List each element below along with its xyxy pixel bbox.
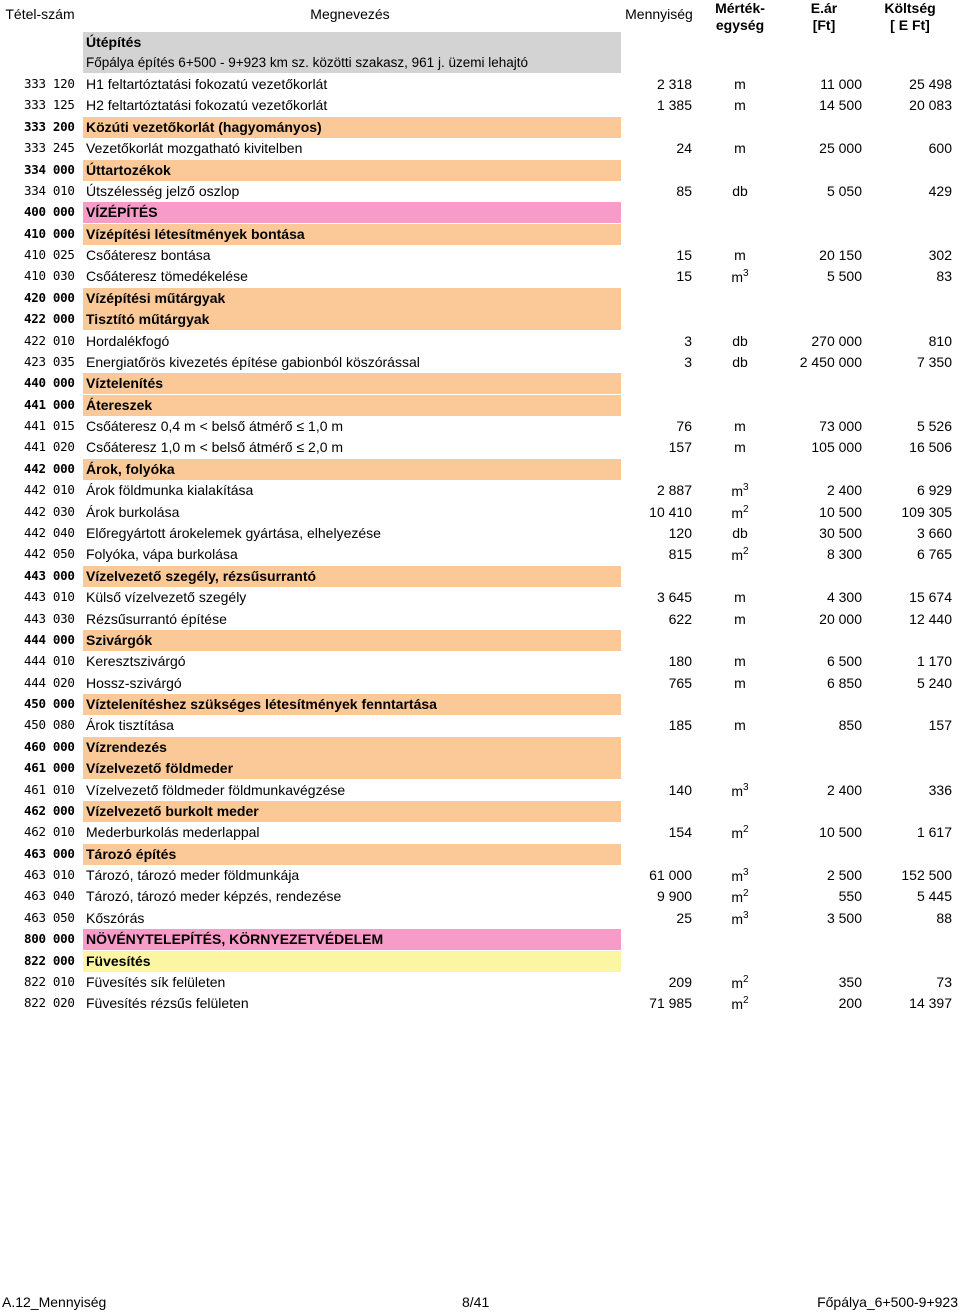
table-row xyxy=(0,160,960,181)
item-cost: 152 500 xyxy=(901,867,952,884)
header-unit-line1: Mérték- xyxy=(715,0,765,16)
item-name: Tározó, tározó meder képzés, rendezése xyxy=(86,888,342,905)
unit-text: db xyxy=(732,332,748,349)
header-name: Megnevezés xyxy=(310,6,390,22)
item-qty: 10 410 xyxy=(649,503,692,520)
table-row xyxy=(0,459,960,480)
item-cost: 810 xyxy=(928,332,952,349)
item-name: Közúti vezetőkorlát (hagyományos) xyxy=(83,117,621,138)
item-qty: 120 xyxy=(668,524,692,541)
table-row xyxy=(0,609,960,630)
unit-exponent: 2 xyxy=(743,888,749,900)
table-row xyxy=(0,865,960,886)
item-qty: 2 887 xyxy=(656,482,692,499)
item-code: 333 120 xyxy=(24,76,75,91)
item-code: 462 000 xyxy=(24,802,75,818)
item-name: Füvesítés sík felületen xyxy=(86,973,226,990)
item-code: 441 020 xyxy=(24,439,75,455)
item-code: 444 010 xyxy=(24,653,75,669)
item-unit-price: 3 500 xyxy=(826,909,862,926)
item-name: Tározó építés xyxy=(83,844,621,865)
unit-text: m xyxy=(734,439,746,456)
header-qty: Mennyiség xyxy=(625,6,693,22)
item-code: 333 125 xyxy=(24,97,75,113)
item-unit-price: 6 500 xyxy=(826,653,862,670)
table-row xyxy=(0,373,960,394)
item-code: 440 000 xyxy=(24,375,75,391)
item-unit xyxy=(704,439,776,455)
item-name: Mederburkolás mederlappal xyxy=(86,824,260,841)
table-row xyxy=(0,673,960,694)
item-unit-price: 10 500 xyxy=(819,503,862,520)
item-name: Kőszórás xyxy=(86,909,145,926)
item-code: 443 010 xyxy=(24,589,75,605)
header-unit-line2: egység xyxy=(715,17,765,33)
unit-text: m xyxy=(734,418,746,435)
item-cost: 600 xyxy=(928,140,952,157)
item-name: Tisztító műtárgyak xyxy=(83,309,621,330)
item-qty: 140 xyxy=(668,781,692,798)
item-code: 463 040 xyxy=(24,888,75,904)
item-unit xyxy=(704,717,776,733)
table-row xyxy=(0,95,960,116)
item-code: 441 000 xyxy=(24,396,75,412)
item-qty: 71 985 xyxy=(649,995,692,1012)
table-row xyxy=(0,694,960,715)
item-name: Energiatőrös kivezetés építése gabionból köszórással xyxy=(86,353,420,370)
item-unit-price: 350 xyxy=(838,973,862,990)
unit-text: db xyxy=(732,182,748,199)
item-cost: 3 660 xyxy=(916,524,952,541)
item-name: Árok tisztítása xyxy=(86,717,174,734)
item-unit-price: 20 150 xyxy=(819,247,862,264)
unit-text: db xyxy=(732,524,748,541)
item-code: 460 000 xyxy=(24,738,75,754)
unit-exponent: 2 xyxy=(743,973,749,985)
item-code: 422 010 xyxy=(24,332,75,348)
item-unit-price: 850 xyxy=(838,717,862,734)
item-unit-price: 8 300 xyxy=(826,546,862,563)
unit-text: m xyxy=(734,76,746,92)
item-unit xyxy=(704,589,776,605)
item-unit-price: 105 000 xyxy=(811,439,862,456)
item-name: Vezetőkorlát mozgatható kivitelben xyxy=(86,140,303,157)
item-cost: 302 xyxy=(928,247,952,264)
unit-text: m xyxy=(731,504,744,521)
unit-exponent: 3 xyxy=(743,909,749,921)
item-name: Vízelvezető földmeder xyxy=(83,758,621,779)
item-name: Tározó, tározó meder földmunkája xyxy=(86,867,300,884)
item-unit-price: 6 850 xyxy=(826,674,862,691)
item-name: Víztelenítéshez szükséges létesítmények fenntartása xyxy=(83,694,621,715)
item-qty: 15 xyxy=(676,268,692,285)
item-code: 442 030 xyxy=(24,503,75,519)
table-row xyxy=(0,951,960,972)
unit-text: m xyxy=(734,140,746,157)
item-unit-price: 14 500 xyxy=(819,97,862,114)
unit-exponent: 2 xyxy=(743,546,749,558)
table-row xyxy=(0,758,960,779)
item-qty: 15 xyxy=(676,247,692,264)
item-name: Árok burkolása xyxy=(86,503,180,520)
item-code: 822 000 xyxy=(24,952,75,968)
unit-text: m xyxy=(731,483,744,500)
item-unit xyxy=(704,653,776,669)
section-subtitle: Főpálya építés 6+500 - 9+923 km sz. közötti szakasz, 961 j. üzemi lehajtó xyxy=(86,55,528,70)
item-cost: 20 083 xyxy=(909,97,952,114)
table-row xyxy=(0,544,960,565)
table-row xyxy=(0,908,960,929)
item-name: Vízelvezető szegély, rézsűsurrantó xyxy=(83,566,621,587)
item-code: 334 010 xyxy=(24,182,75,198)
item-qty: 2 318 xyxy=(656,76,692,92)
item-unit xyxy=(704,782,776,799)
item-unit-price: 5 050 xyxy=(826,182,862,199)
unit-text: m xyxy=(734,97,746,114)
unit-exponent: 3 xyxy=(743,781,749,793)
item-unit-price: 200 xyxy=(838,995,862,1012)
header-cost-line2: [ E Ft] xyxy=(890,17,930,33)
header-code: Tétel-szám xyxy=(5,6,75,22)
item-unit-price: 25 000 xyxy=(819,140,862,157)
table-row xyxy=(0,266,960,287)
item-name: Előregyártott árokelemek gyártása, elhelyezése xyxy=(86,524,381,541)
unit-exponent: 2 xyxy=(743,503,749,515)
item-name: Vízépítési műtárgyak xyxy=(83,288,621,309)
footer-page-number: 8/41 xyxy=(462,1294,490,1310)
item-code: 463 050 xyxy=(24,909,75,925)
item-name: Hordalékfogó xyxy=(86,332,170,349)
item-unit-price: 550 xyxy=(838,888,862,905)
item-name: Folyóka, vápa burkolása xyxy=(86,546,238,563)
item-name: Árok földmunka kialakítása xyxy=(86,482,254,499)
item-code: 450 080 xyxy=(24,717,75,733)
page-footer xyxy=(0,1294,960,1314)
table-row xyxy=(0,886,960,907)
item-name: H2 feltartóztatási fokozatú vezetőkorlát xyxy=(86,97,328,114)
item-unit xyxy=(704,354,776,370)
table-row xyxy=(0,715,960,736)
item-cost: 16 506 xyxy=(909,439,952,456)
item-unit xyxy=(704,140,776,156)
item-name: NÖVÉNYTELEPÍTÉS, KÖRNYEZETVÉDELEM xyxy=(83,929,621,950)
table-row xyxy=(0,437,960,458)
table-row xyxy=(0,245,960,266)
item-cost: 1 170 xyxy=(916,653,952,670)
item-code: 410 030 xyxy=(24,268,75,284)
item-unit-price: 2 400 xyxy=(826,781,862,798)
table-row xyxy=(0,929,960,950)
item-name: Keresztszivárgó xyxy=(86,653,186,670)
item-name: Csőáteresz 0,4 m < belső átmérő ≤ 1,0 m xyxy=(86,418,344,435)
item-name: Útszélesség jelző oszlop xyxy=(86,182,240,199)
header-price-line1: E.ár xyxy=(810,0,838,16)
item-code: 463 000 xyxy=(24,845,75,861)
item-name: H1 feltartóztatási fokozatú vezetőkorlát xyxy=(86,76,328,92)
item-unit xyxy=(704,418,776,434)
item-name: Külső vízelvezető szegély xyxy=(86,589,247,606)
table-row xyxy=(0,480,960,501)
item-qty: 765 xyxy=(668,674,692,691)
item-code: 400 000 xyxy=(24,204,75,220)
item-unit xyxy=(704,910,776,927)
item-name: Csőáteresz 1,0 m < belső átmérő ≤ 2,0 m xyxy=(86,439,344,456)
unit-text: m xyxy=(731,996,744,1013)
table-row xyxy=(0,651,960,672)
item-name: Vízelvezető földmeder földmunkavégzése xyxy=(86,781,346,798)
item-unit xyxy=(704,974,776,991)
unit-text: m xyxy=(731,974,744,991)
item-unit xyxy=(704,888,776,905)
item-cost: 25 498 xyxy=(909,76,952,92)
unit-exponent: 2 xyxy=(743,995,749,1007)
table-row xyxy=(0,801,960,822)
item-qty: 209 xyxy=(668,973,692,990)
item-qty: 157 xyxy=(668,439,692,456)
header-cost-line1: Költség xyxy=(884,0,936,16)
item-qty: 180 xyxy=(668,653,692,670)
item-unit xyxy=(704,525,776,541)
item-cost: 6 929 xyxy=(916,482,952,499)
item-cost: 14 397 xyxy=(909,995,952,1012)
unit-text: m xyxy=(734,653,746,670)
item-cost: 5 526 xyxy=(916,418,952,435)
item-qty: 76 xyxy=(676,418,692,435)
item-code: 442 000 xyxy=(24,460,75,476)
item-cost: 6 765 xyxy=(916,546,952,563)
unit-text: m xyxy=(734,717,746,734)
item-name: Vízelvezető burkolt meder xyxy=(83,801,621,822)
item-code: 420 000 xyxy=(24,289,75,305)
item-cost: 1 617 xyxy=(916,824,952,841)
item-unit xyxy=(704,995,776,1012)
item-code: 800 000 xyxy=(24,931,75,947)
item-code: 442 040 xyxy=(24,524,75,540)
item-name: Füvesítés rézsűs felületen xyxy=(86,995,249,1012)
item-code: 333 245 xyxy=(24,140,75,156)
header-cost xyxy=(870,0,950,34)
unit-text: m xyxy=(734,674,746,691)
item-name: Víztelenítés xyxy=(83,373,621,394)
item-code: 333 200 xyxy=(24,118,75,134)
item-cost: 157 xyxy=(928,717,952,734)
item-code: 334 000 xyxy=(24,161,75,177)
item-cost: 73 xyxy=(936,973,952,990)
item-name: Csőáteresz tömedékelése xyxy=(86,268,248,285)
item-code: 444 020 xyxy=(24,674,75,690)
table-row xyxy=(0,395,960,416)
item-code: 822 020 xyxy=(24,995,75,1011)
item-code: 463 010 xyxy=(24,867,75,883)
item-name: Hossz-szivárgó xyxy=(86,674,182,691)
unit-text: m xyxy=(731,868,744,885)
item-qty: 9 900 xyxy=(656,888,692,905)
item-code: 442 010 xyxy=(24,482,75,498)
item-code: 422 000 xyxy=(24,311,75,327)
table-row xyxy=(0,309,960,330)
item-qty: 25 xyxy=(676,909,692,926)
item-qty: 1 385 xyxy=(656,97,692,114)
item-qty: 815 xyxy=(668,546,692,563)
item-code: 441 015 xyxy=(24,418,75,434)
item-unit xyxy=(704,824,776,841)
item-unit xyxy=(704,867,776,884)
table-row xyxy=(0,566,960,587)
item-cost: 5 445 xyxy=(916,888,952,905)
table-row xyxy=(0,202,960,223)
item-name: Rézsűsurrantó építése xyxy=(86,610,227,627)
table-row xyxy=(0,138,960,159)
section-heading xyxy=(83,32,621,73)
table-row xyxy=(0,523,960,544)
item-name: Csőáteresz bontása xyxy=(86,247,211,264)
table-row xyxy=(0,74,960,95)
item-unit xyxy=(704,183,776,199)
item-unit xyxy=(704,76,776,92)
item-unit xyxy=(704,675,776,691)
item-code: 450 000 xyxy=(24,696,75,712)
unit-text: m xyxy=(734,610,746,627)
header-price xyxy=(782,0,866,34)
item-code: 462 010 xyxy=(24,824,75,840)
table-row xyxy=(0,630,960,651)
item-qty: 85 xyxy=(676,182,692,199)
item-name: Szivárgók xyxy=(83,630,621,651)
item-code: 461 010 xyxy=(24,781,75,797)
item-unit-price: 20 000 xyxy=(819,610,862,627)
item-unit-price: 2 450 000 xyxy=(799,353,862,370)
item-qty: 3 xyxy=(684,332,692,349)
table-row xyxy=(0,288,960,309)
item-unit-price: 30 500 xyxy=(819,524,862,541)
unit-exponent: 3 xyxy=(743,482,749,494)
section-title: Útépítés xyxy=(86,34,142,50)
item-qty: 185 xyxy=(668,717,692,734)
table-row xyxy=(0,737,960,758)
item-name: Árok, folyóka xyxy=(83,459,621,480)
unit-text: m xyxy=(734,589,746,606)
item-unit-price: 11 000 xyxy=(820,76,862,92)
item-unit xyxy=(704,482,776,499)
item-qty: 622 xyxy=(668,610,692,627)
unit-text: m xyxy=(734,247,746,264)
item-unit xyxy=(704,247,776,263)
unit-text: m xyxy=(731,910,744,927)
item-qty: 3 645 xyxy=(656,589,692,606)
footer-document-name: A.12_Mennyiség xyxy=(2,1294,107,1310)
item-unit-price: 10 500 xyxy=(819,824,862,841)
item-name: Füvesítés xyxy=(83,951,621,972)
item-code: 443 000 xyxy=(24,567,75,583)
item-name: Átereszek xyxy=(83,395,621,416)
table-row xyxy=(0,224,960,245)
unit-text: m xyxy=(731,269,744,286)
item-unit-price: 2 400 xyxy=(826,482,862,499)
item-name: VÍZÉPÍTÉS xyxy=(83,202,621,223)
unit-text: m xyxy=(731,825,744,842)
item-name: Vízrendezés xyxy=(83,737,621,758)
item-unit-price: 73 000 xyxy=(819,418,862,435)
unit-text: m xyxy=(731,889,744,906)
table-row xyxy=(0,181,960,202)
table-row xyxy=(0,352,960,373)
table-row xyxy=(0,416,960,437)
item-code: 423 035 xyxy=(24,353,75,369)
unit-text: m xyxy=(731,782,744,799)
item-qty: 24 xyxy=(676,140,692,157)
item-code: 442 050 xyxy=(24,546,75,562)
item-unit xyxy=(704,333,776,349)
table-row xyxy=(0,844,960,865)
item-cost: 5 240 xyxy=(916,674,952,691)
item-unit xyxy=(704,504,776,521)
header-price-line2: [Ft] xyxy=(812,17,836,33)
table-row xyxy=(0,331,960,352)
table-row xyxy=(0,822,960,843)
item-qty: 61 000 xyxy=(649,867,692,884)
footer-section-name: Főpálya_6+500-9+923 xyxy=(817,1294,958,1310)
item-code: 444 000 xyxy=(24,631,75,647)
unit-text: db xyxy=(732,353,748,370)
item-code: 410 025 xyxy=(24,247,75,263)
item-unit-price: 270 000 xyxy=(811,332,862,349)
table-row xyxy=(0,972,960,993)
item-qty: 3 xyxy=(684,353,692,370)
item-unit xyxy=(704,611,776,627)
unit-exponent: 3 xyxy=(743,268,749,280)
item-code: 410 000 xyxy=(24,225,75,241)
table-row xyxy=(0,587,960,608)
item-cost: 336 xyxy=(928,781,952,798)
table-row xyxy=(0,502,960,523)
table-row xyxy=(0,993,960,1014)
item-qty: 154 xyxy=(668,824,692,841)
table-header xyxy=(0,0,960,34)
item-cost: 15 674 xyxy=(909,589,952,606)
item-name: Vízépítési létesítmények bontása xyxy=(83,224,621,245)
item-cost: 12 440 xyxy=(909,610,952,627)
item-unit xyxy=(704,268,776,285)
item-code: 461 000 xyxy=(24,760,75,776)
item-code: 822 010 xyxy=(24,973,75,989)
item-unit xyxy=(704,546,776,563)
item-unit xyxy=(704,97,776,113)
item-unit-price: 4 300 xyxy=(826,589,862,606)
item-cost: 429 xyxy=(928,182,952,199)
item-name: Úttartozékok xyxy=(83,160,621,181)
item-cost: 109 305 xyxy=(901,503,952,520)
item-cost: 88 xyxy=(936,909,952,926)
unit-exponent: 3 xyxy=(743,867,749,879)
unit-text: m xyxy=(731,547,744,564)
item-cost: 7 350 xyxy=(916,353,952,370)
table-row xyxy=(0,780,960,801)
unit-exponent: 2 xyxy=(743,824,749,836)
table-row xyxy=(0,117,960,138)
header-unit xyxy=(704,0,776,34)
item-code: 443 030 xyxy=(24,610,75,626)
item-unit-price: 5 500 xyxy=(826,268,862,285)
item-unit-price: 2 500 xyxy=(826,867,862,884)
item-cost: 83 xyxy=(936,268,952,285)
